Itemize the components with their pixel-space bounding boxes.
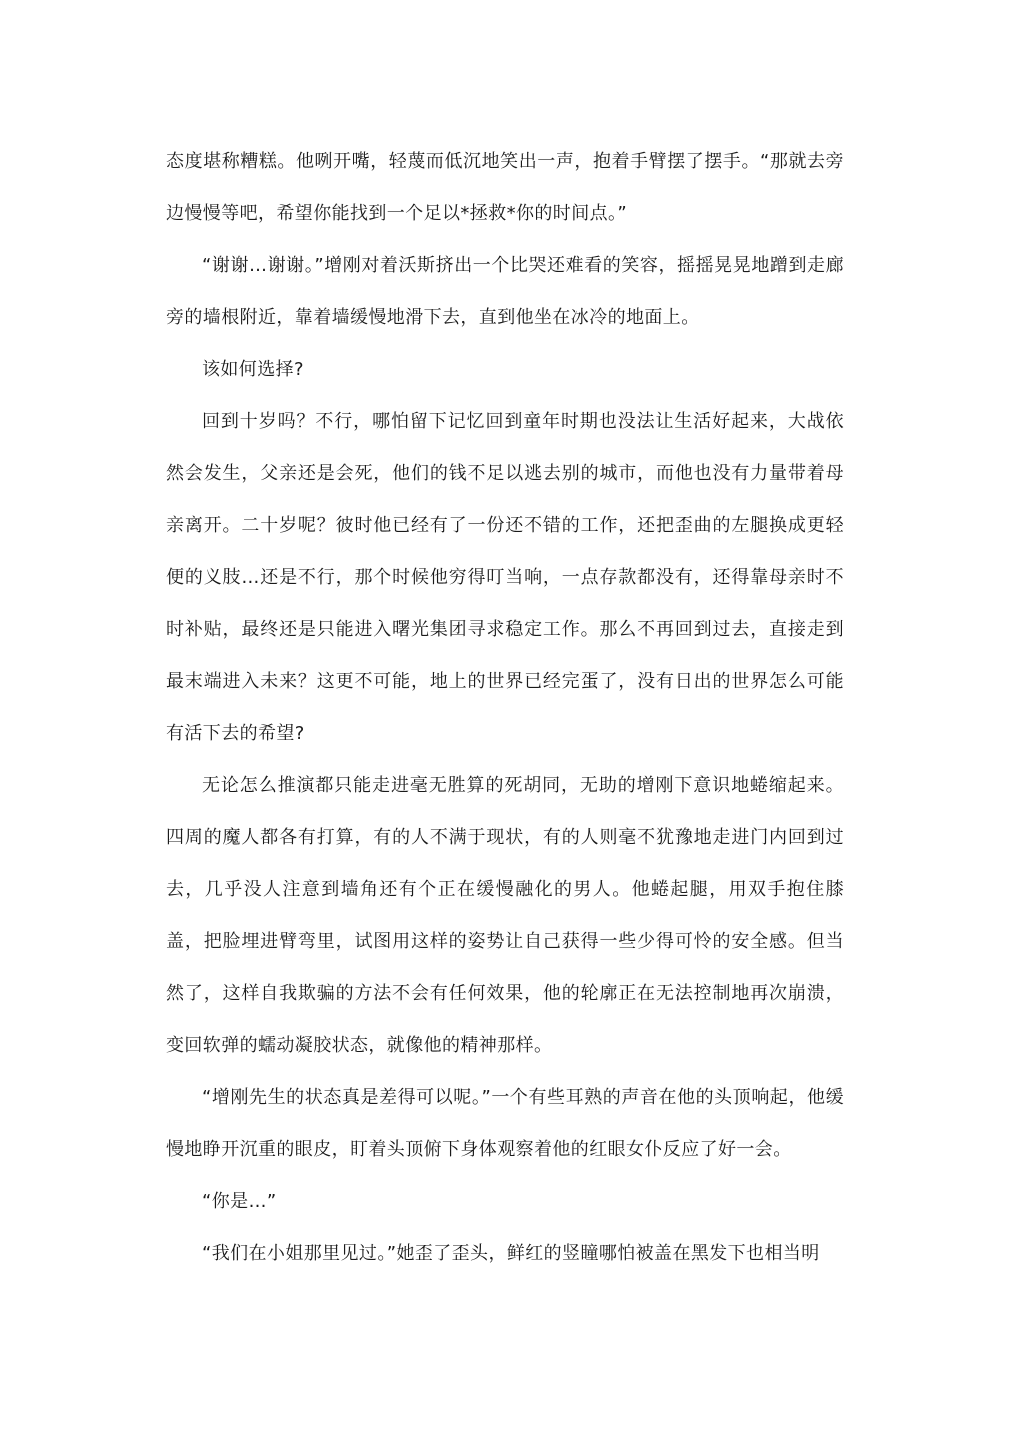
paragraph-continuation: 态度堪称糟糕。他咧开嘴，轻蔑而低沉地笑出一声，抱着手臂摆了摆手。“那就去旁边慢慢等吧，希望你能找到一个足以*拯救*你的时间点。”	[166, 151, 844, 224]
paragraph: 回到十岁吗？不行，哪怕留下记忆回到童年时期也没法让生活好起来，大战依然会发生，父亲还是会死，他们的钱不足以逃去别的城市，而他也没有力量带着母亲离开。二十岁呢？彼时他已经有了一份还不错的工作，还把歪曲的左腿换成更轻便的义肢…还是不行，那个时候他穷得叮当响，一点存款都没有，还得靠母亲时不时补贴，最终还是只能进入曙光集团寻求稳定工作。那么不再回到过去，直接走到最末端进入未来？这更不可能，地上的世界已经完蛋了，没有日出的世界怎么可能有活下去的希望?	[166, 411, 844, 744]
paragraph: “增刚先生的状态真是差得可以呢。”一个有些耳熟的声音在他的头顶响起，他缓慢地睁开沉重的眼皮，盯着头顶俯下身体观察着他的红眼女仆反应了好一会。	[166, 1087, 844, 1160]
body-text	[166, 136, 844, 1280]
paragraph: “谢谢…谢谢。”增刚对着沃斯挤出一个比哭还难看的笑容，摇摇晃晃地蹭到走廊旁的墙根附近，靠着墙缓慢地滑下去，直到他坐在冰冷的地面上。	[166, 255, 844, 328]
paragraph: “我们在小姐那里见过。”她歪了歪头，鲜红的竖瞳哪怕被盖在黑发下也相当明	[202, 1243, 820, 1264]
paragraph: 无论怎么推演都只能走进毫无胜算的死胡同，无助的增刚下意识地蜷缩起来。四周的魔人都各有打算，有的人不满于现状，有的人则毫不犹豫地走进门内回到过去，几乎没人注意到墙角还有个正在缓慢融化的男人。他蜷起腿，用双手抱住膝盖，把脸埋进臂弯里，试图用这样的姿势让自己获得一些少得可怜的安全感。但当然了，这样自我欺骗的方法不会有任何效果，他的轮廓正在无法控制地再次崩溃，变回软弹的蠕动凝胶状态，就像他的精神那样。	[166, 775, 844, 1056]
paragraph: “你是…”	[202, 1191, 277, 1212]
paragraph: 该如何选择?	[202, 359, 304, 380]
